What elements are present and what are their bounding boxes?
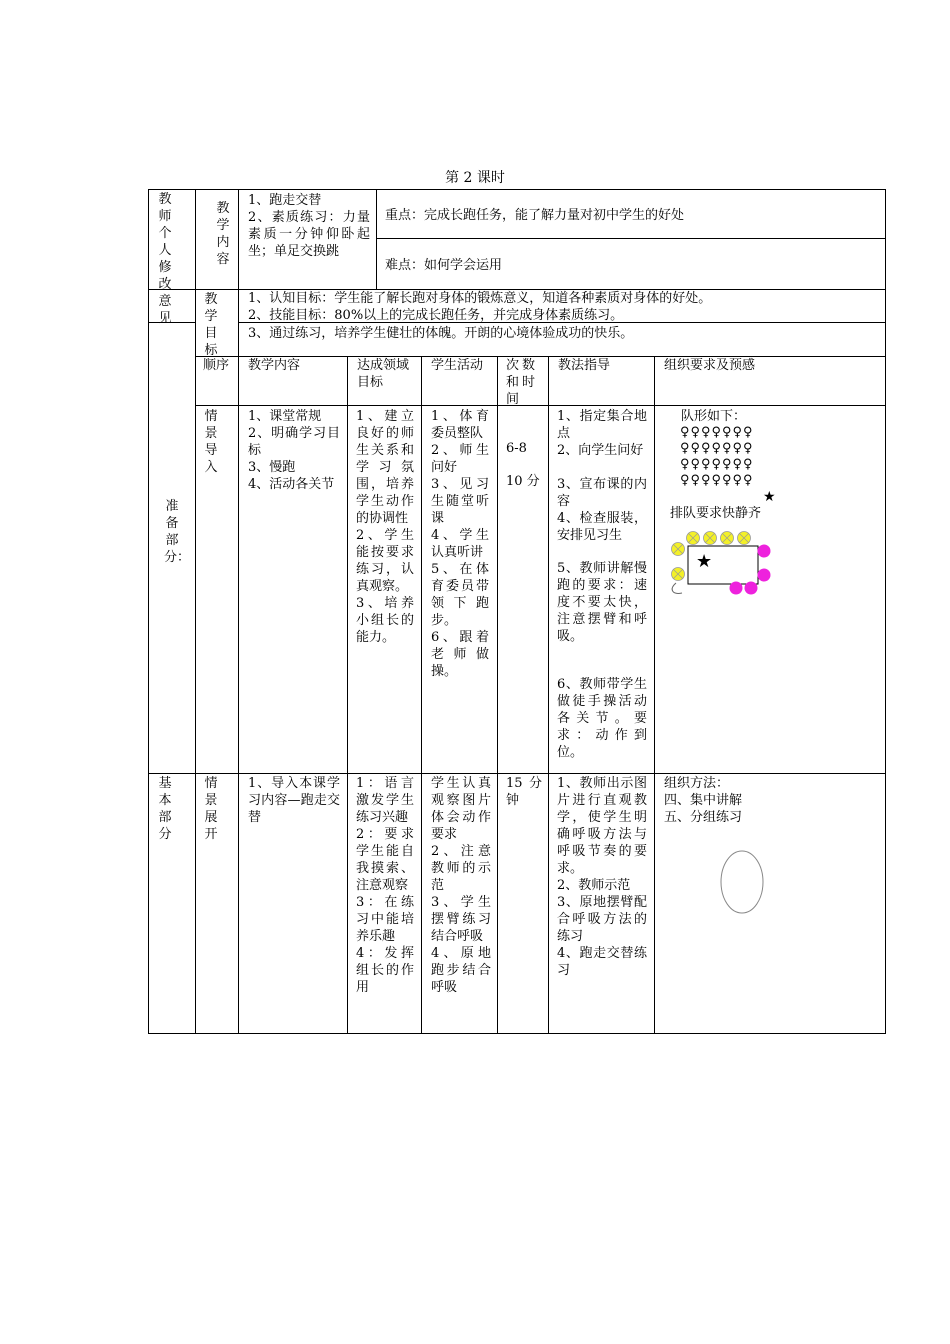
goals-label: 教学目标	[204, 292, 218, 358]
magenta-circles	[730, 545, 771, 595]
content-item-2: 2、素质练习：力量素质一分钟仰卧起坐；单足交换跳	[248, 210, 370, 259]
basic-section-label: 基本部分	[158, 776, 172, 842]
magenta-circle	[730, 582, 743, 595]
basic-content: 1、导入本课学习内容—跑走交替	[248, 776, 340, 825]
basic-stage: 情景展开	[204, 776, 218, 842]
yellow-circle	[687, 532, 700, 545]
prep-method-1: 1、指定集合地点	[557, 409, 647, 441]
basic-time: 15 分钟	[506, 776, 542, 808]
difficulty: 难点：如何学会运用	[385, 258, 503, 273]
prep-activity: 1、体育委员整队 2、师生问好 3、见习生随堂听课 4、学生认真听讲 5、在体育委员带领下跑步。 6、跟着老师做操。	[431, 409, 489, 679]
page-title: 第 2 课时	[445, 170, 505, 186]
goal-3: 3、通过练习，培养学生健壮的体魄。开朗的心境体验成功的快乐。	[248, 326, 634, 341]
basic-activity: 学生认真观察图片体会动作要求 2、注意教师的示范 3、学生摆臂练习结合呼吸 4、原地跑步结合呼吸	[431, 776, 491, 995]
teacher-revision-label: 教师个人修改意见	[158, 192, 172, 326]
col-order: 顺序	[203, 358, 230, 373]
formation-row: ♀♀♀♀♀♀♀	[680, 425, 754, 440]
col-method: 教法指导	[558, 358, 611, 373]
magenta-circle	[745, 582, 758, 595]
curve-mark	[672, 583, 682, 593]
magenta-circle	[758, 569, 771, 582]
prep-stage: 情景导入	[204, 409, 218, 475]
prep-target: 1、建立良好的师生关系和学习氛围，培养学生动作的协调性 2、学生能按要求练习，认真观察。 3、培养小组长的能力。	[356, 409, 414, 645]
prep-method-2: 2、向学生问好	[557, 443, 644, 458]
prep-content: 1、课堂常规 2、明确学习目标 3、慢跑 4、活动各关节	[248, 409, 340, 492]
goal-1: 1、认知目标：学生能了解长跑对身体的锻炼意义，知道各种素质对身体的好处。	[248, 291, 712, 306]
prep-section-label: 准备部分：	[164, 499, 191, 565]
col-content: 教学内容	[248, 358, 301, 373]
magenta-circle	[758, 545, 771, 558]
formation-row: ♀♀♀♀♀♀♀	[680, 441, 754, 456]
formation-note: 排队要求快静齐	[670, 506, 762, 521]
yellow-circle	[672, 568, 685, 581]
yellow-circle	[672, 543, 685, 556]
formation-title: 队形如下：	[681, 409, 747, 424]
prep-count: 6-8	[506, 441, 527, 456]
center-star-icon: ★	[696, 551, 713, 572]
goal-2: 2、技能目标：80%以上的完成长跑任务，并完成身体素质练习。	[248, 308, 624, 323]
col-target: 达成领域目标	[357, 358, 410, 390]
yellow-circle	[704, 532, 717, 545]
prep-method-4: 4、检查服装，安排见习生	[557, 511, 647, 543]
col-activity: 学生活动	[431, 358, 484, 373]
key-point: 重点：完成长跑任务，能了解力量对初中学生的好处	[385, 208, 685, 223]
prep-method-3: 3、宣布课的内容	[557, 477, 647, 509]
formation-row: ♀♀♀♀♀♀♀	[680, 457, 754, 472]
yellow-circle	[738, 532, 751, 545]
prep-minutes: 10 分	[506, 474, 540, 489]
prep-method-5: 5、教师讲解慢跑的要求：速度不要太快，注意摆臂和呼吸。	[557, 561, 647, 644]
circle-formation-diagram	[664, 527, 784, 605]
yellow-circle	[721, 532, 734, 545]
basic-target: 1：语言激发学生练习兴趣 2：要求学生能自我摸索、注意观察 3：在练习中能培养乐趣 4：发挥组长的作用	[356, 776, 414, 995]
prep-method-6: 6、教师带学生做徒手操活动各关节。要求：动作到位。	[557, 677, 647, 760]
content-label: 教学内容	[216, 201, 230, 267]
teacher-star-icon: ★	[763, 489, 776, 505]
basic-method: 1、教师出示图片进行直观教学，使学生明确呼吸方法与呼吸节奏的要求。 2、教师示范 3、原地摆臂配合呼吸方法的练习 4、跑走交替练习	[557, 776, 647, 978]
col-org: 组织要求及预感	[664, 358, 756, 373]
formation-row: ♀♀♀♀♀♀♀	[680, 473, 754, 488]
basic-org: 组织方法： 四、集中讲解 五、分组练习	[664, 776, 743, 825]
oval-diagram	[718, 848, 766, 916]
content-item-1: 1、跑走交替	[248, 193, 322, 208]
col-time: 次数和时间	[506, 358, 539, 407]
